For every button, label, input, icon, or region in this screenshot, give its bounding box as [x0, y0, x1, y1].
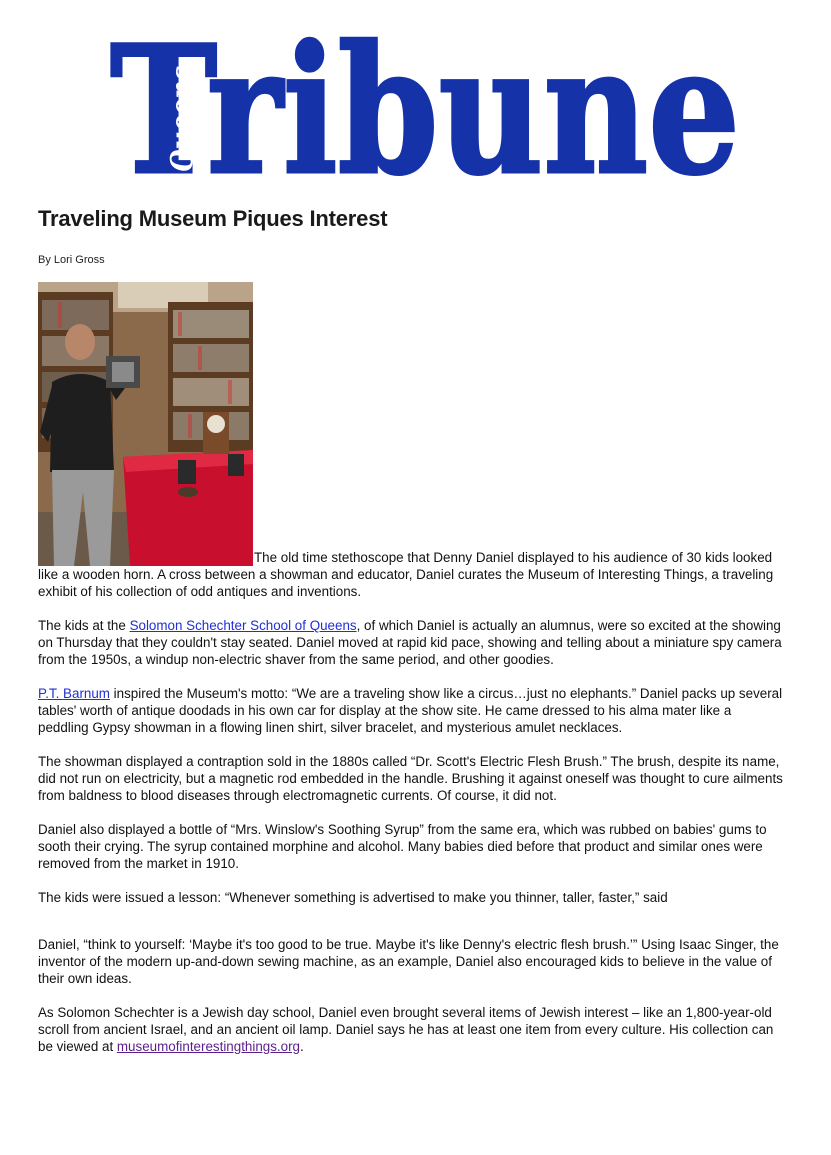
paragraph-text: The kids at the	[38, 618, 130, 633]
paragraph	[38, 1004, 783, 1055]
schechter-school-link[interactable]: Solomon Schechter School of Queens	[129, 618, 357, 633]
masthead-prefix: Queens	[165, 47, 200, 172]
paragraph-text: .	[300, 1039, 304, 1054]
paragraph: Daniel also displayed a bottle of “Mrs. Winslow's Soothing Syrup” from the same era, which was rubbed on babies' gums to sooth their crying. The syrup contained morphine and alcohol. Many babies died before that product and similar ones were removed from the market in 1910.	[38, 822, 767, 871]
paragraph: The kids were issued a lesson: “Whenever something is advertised to make you thinner, taller, faster,” said	[38, 890, 668, 905]
pt-barnum-link[interactable]: P.T. Barnum	[38, 686, 110, 701]
article-title: Traveling Museum Piques Interest	[38, 206, 388, 231]
paragraph	[38, 685, 783, 736]
paragraph-text: inspired the Museum's motto: “We are a traveling show like a circus…just no elephants.” Daniel packs up several tables' worth of antique doodads in his own car for display at the show site. He came dressed to his alma mater like a peddling Gypsy showman in a flowing linen shirt, silver bracelet, and mysterious amulet necklaces.	[38, 686, 783, 735]
paragraph: Daniel, “think to yourself: ‘Maybe it's too good to be true. Maybe it's like Denny's electric flesh brush.’” Using Isaac Singer, the inventor of the modern up-and-down sewing machine, as an example, Daniel also encouraged kids to believe in the value of their own ideas.	[38, 937, 779, 986]
museum-website-link[interactable]: museumofinterestingthings.org	[116, 1039, 301, 1054]
paragraph: The showman displayed a contraption sold in the 1880s called “Dr. Scott's Electric Flesh Brush.” The brush, despite its name, did not run on electricity, but a magnetic rod embedded in the handle. Brushing it against oneself was thought to cure ailments from baldness to blood diseases through electromagnetic currents. Of course, it did not.	[38, 754, 783, 803]
paragraph-text: , of which Daniel is actually an alumnus, were so excited at the showing on Thursday that they couldn't stay seated. Daniel moved at rapid kid pace, showing and telling about a miniature spy camera from the 1950s, a windup non-electric shaver from the same period, and other goodies.	[38, 618, 782, 667]
masthead-name: Tribune	[110, 20, 740, 190]
queens-tribune-logo	[100, 20, 745, 190]
article-byline: By Lori Gross	[38, 254, 105, 266]
paragraph-text: As Solomon Schechter is a Jewish day school, Daniel even brought several items of Jewish interest – like an 1,800-year-old scroll from ancient Israel, and an ancient oil lamp. Daniel says he has at least one item from every culture. His collection can be viewed at	[38, 1005, 774, 1054]
paragraph: The old time stethoscope that Denny Daniel displayed to his audience of 30 kids looked like a wooden horn. A cross between a showman and educator, Daniel curates the Museum of Interesting Things, a traveling exhibit of his collection of odd antiques and inventions.	[38, 550, 774, 599]
article-body	[38, 549, 783, 1072]
paragraph	[38, 617, 783, 668]
article-photo	[38, 282, 253, 566]
